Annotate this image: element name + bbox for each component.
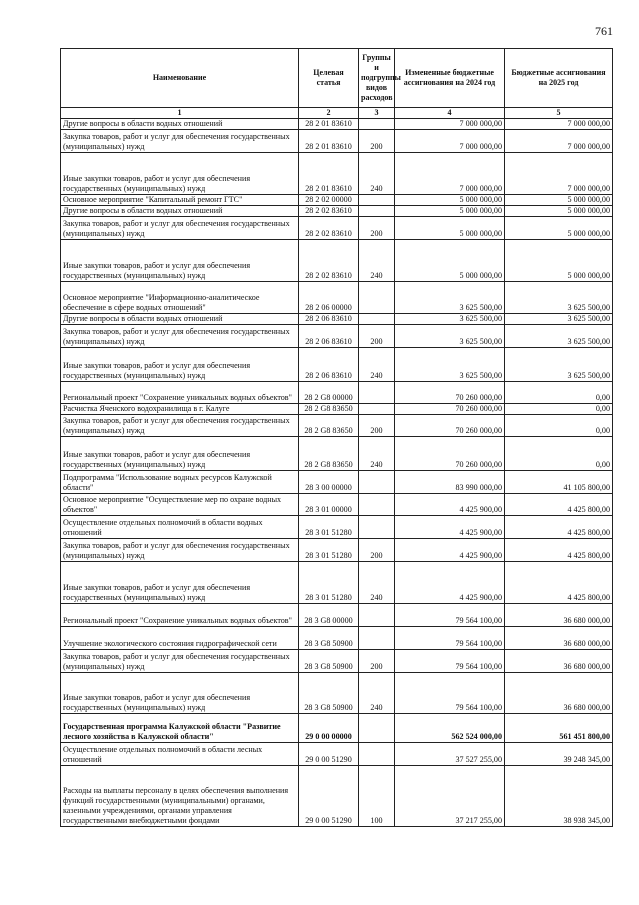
row-name: Расходы на выплаты персоналу в целях обеспечения выполнения функций государственными (муниципальными) органами, казенными учреждениями, органами управления государственными внебюджетными фондами <box>61 766 299 827</box>
row-name: Закупка товаров, работ и услуг для обеспечения государственных (муниципальных) нужд <box>61 325 299 348</box>
row-amount-2025: 561 451 800,00 <box>505 714 613 743</box>
row-amount-2025: 41 105 800,00 <box>505 471 613 494</box>
row-amount-2025: 5 000 000,00 <box>505 240 613 282</box>
row-amount-2024: 7 000 000,00 <box>395 130 505 153</box>
row-expense-group: 100 <box>359 766 395 827</box>
table-row <box>61 217 613 240</box>
table-row <box>61 119 613 130</box>
row-name: Основное мероприятие "Информационно-аналитическое обеспечение в сфере водных отношений" <box>61 282 299 314</box>
row-name: Региональный проект "Сохранение уникальных водных объектов" <box>61 382 299 404</box>
row-name: Осуществление отдельных полномочий в области лесных отношений <box>61 743 299 766</box>
table-row <box>61 437 613 471</box>
page-number: 761 <box>595 24 613 38</box>
header-target: Целевая статья <box>299 49 359 108</box>
row-expense-group: 200 <box>359 217 395 240</box>
row-expense-group <box>359 195 395 206</box>
row-amount-2025: 3 625 500,00 <box>505 325 613 348</box>
row-expense-group <box>359 404 395 415</box>
row-amount-2025: 36 680 000,00 <box>505 627 613 650</box>
row-target-code: 29 0 00 51290 <box>299 743 359 766</box>
row-expense-group <box>359 714 395 743</box>
column-number: 1 <box>61 108 299 119</box>
row-expense-group <box>359 494 395 516</box>
row-target-code: 28 2 G8 00000 <box>299 382 359 404</box>
row-name: Другие вопросы в области водных отношений <box>61 119 299 130</box>
row-amount-2024: 4 425 900,00 <box>395 494 505 516</box>
table-row <box>61 766 613 827</box>
row-expense-group: 240 <box>359 673 395 714</box>
row-amount-2024: 83 990 000,00 <box>395 471 505 494</box>
row-amount-2025: 3 625 500,00 <box>505 314 613 325</box>
row-amount-2024: 79 564 100,00 <box>395 673 505 714</box>
row-amount-2024: 4 425 900,00 <box>395 516 505 539</box>
row-expense-group <box>359 604 395 627</box>
row-amount-2024: 7 000 000,00 <box>395 153 505 195</box>
row-name: Другие вопросы в области водных отношений <box>61 314 299 325</box>
row-target-code: 28 3 G8 50900 <box>299 627 359 650</box>
row-target-code: 28 2 G8 83650 <box>299 404 359 415</box>
row-amount-2025: 0,00 <box>505 404 613 415</box>
header-group: Группы и подгруппы видов расходов <box>359 49 395 108</box>
row-amount-2024: 7 000 000,00 <box>395 119 505 130</box>
row-target-code: 28 2 G8 83650 <box>299 415 359 437</box>
row-target-code: 28 3 00 00000 <box>299 471 359 494</box>
row-expense-group: 240 <box>359 437 395 471</box>
row-name: Иные закупки товаров, работ и услуг для обеспечения государственных (муниципальных) нужд <box>61 562 299 604</box>
table-body <box>61 119 613 827</box>
table-row <box>61 516 613 539</box>
table-row <box>61 195 613 206</box>
column-number-row <box>61 108 613 119</box>
table-row <box>61 314 613 325</box>
row-amount-2025: 0,00 <box>505 437 613 471</box>
row-amount-2025: 36 680 000,00 <box>505 673 613 714</box>
row-amount-2024: 3 625 500,00 <box>395 282 505 314</box>
table-row <box>61 650 613 673</box>
table-row <box>61 153 613 195</box>
row-name: Иные закупки товаров, работ и услуг для обеспечения государственных (муниципальных) нужд <box>61 437 299 471</box>
table-row <box>61 325 613 348</box>
row-expense-group <box>359 282 395 314</box>
row-amount-2025: 36 680 000,00 <box>505 650 613 673</box>
row-name: Осуществление отдельных полномочий в области водных отношений <box>61 516 299 539</box>
row-amount-2024: 70 260 000,00 <box>395 415 505 437</box>
row-name: Иные закупки товаров, работ и услуг для обеспечения государственных (муниципальных) нужд <box>61 153 299 195</box>
row-amount-2024: 3 625 500,00 <box>395 348 505 382</box>
row-name: Основное мероприятие "Капитальный ремонт ГТС" <box>61 195 299 206</box>
row-amount-2024: 79 564 100,00 <box>395 650 505 673</box>
row-target-code: 28 2 G8 83650 <box>299 437 359 471</box>
column-number: 4 <box>395 108 505 119</box>
row-expense-group <box>359 743 395 766</box>
row-expense-group <box>359 382 395 404</box>
row-expense-group <box>359 471 395 494</box>
row-name: Закупка товаров, работ и услуг для обеспечения государственных (муниципальных) нужд <box>61 217 299 240</box>
row-name: Иные закупки товаров, работ и услуг для обеспечения государственных (муниципальных) нужд <box>61 348 299 382</box>
table-row <box>61 714 613 743</box>
table-row <box>61 415 613 437</box>
header-row <box>61 49 613 108</box>
row-amount-2024: 79 564 100,00 <box>395 627 505 650</box>
row-amount-2025: 0,00 <box>505 382 613 404</box>
row-amount-2024: 562 524 000,00 <box>395 714 505 743</box>
row-expense-group: 240 <box>359 348 395 382</box>
table-row <box>61 471 613 494</box>
row-amount-2024: 5 000 000,00 <box>395 206 505 217</box>
table-row <box>61 404 613 415</box>
row-expense-group: 200 <box>359 539 395 562</box>
row-target-code: 28 2 06 00000 <box>299 282 359 314</box>
column-number: 3 <box>359 108 395 119</box>
row-amount-2024: 70 260 000,00 <box>395 382 505 404</box>
row-target-code: 28 2 02 83610 <box>299 206 359 217</box>
row-amount-2025: 3 625 500,00 <box>505 348 613 382</box>
table-row <box>61 494 613 516</box>
row-name: Закупка товаров, работ и услуг для обеспечения государственных (муниципальных) нужд <box>61 539 299 562</box>
row-amount-2024: 3 625 500,00 <box>395 325 505 348</box>
row-expense-group <box>359 516 395 539</box>
table-row <box>61 539 613 562</box>
row-amount-2025: 3 625 500,00 <box>505 282 613 314</box>
row-amount-2025: 0,00 <box>505 415 613 437</box>
table-row <box>61 282 613 314</box>
row-name: Закупка товаров, работ и услуг для обеспечения государственных (муниципальных) нужд <box>61 650 299 673</box>
row-target-code: 28 2 02 83610 <box>299 217 359 240</box>
row-name: Государственная программа Калужской области "Развитие лесного хозяйства в Калужской области" <box>61 714 299 743</box>
header-name: Наименование <box>61 49 299 108</box>
row-name: Подпрограмма "Использование водных ресурсов Калужской области" <box>61 471 299 494</box>
row-expense-group: 200 <box>359 650 395 673</box>
row-target-code: 28 2 01 83610 <box>299 130 359 153</box>
row-target-code: 28 2 06 83610 <box>299 325 359 348</box>
row-expense-group <box>359 314 395 325</box>
row-expense-group <box>359 119 395 130</box>
row-name: Закупка товаров, работ и услуг для обеспечения государственных (муниципальных) нужд <box>61 415 299 437</box>
row-expense-group: 240 <box>359 240 395 282</box>
table-row <box>61 206 613 217</box>
table-row <box>61 240 613 282</box>
row-target-code: 28 3 01 00000 <box>299 494 359 516</box>
table-row <box>61 743 613 766</box>
budget-table <box>60 48 613 827</box>
row-amount-2025: 4 425 800,00 <box>505 494 613 516</box>
row-amount-2024: 37 217 255,00 <box>395 766 505 827</box>
row-amount-2024: 70 260 000,00 <box>395 404 505 415</box>
row-name: Иные закупки товаров, работ и услуг для обеспечения государственных (муниципальных) нужд <box>61 673 299 714</box>
row-expense-group: 240 <box>359 153 395 195</box>
row-amount-2024: 4 425 900,00 <box>395 562 505 604</box>
row-name: Региональный проект "Сохранение уникальных водных объектов" <box>61 604 299 627</box>
row-name: Улучшение экологического состояния гидрографической сети <box>61 627 299 650</box>
row-amount-2024: 3 625 500,00 <box>395 314 505 325</box>
row-expense-group <box>359 627 395 650</box>
row-target-code: 28 3 01 51280 <box>299 539 359 562</box>
row-expense-group: 200 <box>359 415 395 437</box>
row-target-code: 28 2 01 83610 <box>299 119 359 130</box>
row-amount-2025: 36 680 000,00 <box>505 604 613 627</box>
header-2024: Измененные бюджетные ассигнования на 2024 год <box>395 49 505 108</box>
row-amount-2024: 5 000 000,00 <box>395 217 505 240</box>
table-row <box>61 604 613 627</box>
row-amount-2025: 38 938 345,00 <box>505 766 613 827</box>
row-amount-2025: 4 425 800,00 <box>505 539 613 562</box>
row-amount-2025: 39 248 345,00 <box>505 743 613 766</box>
row-amount-2025: 5 000 000,00 <box>505 217 613 240</box>
row-amount-2024: 5 000 000,00 <box>395 240 505 282</box>
row-amount-2025: 5 000 000,00 <box>505 206 613 217</box>
row-amount-2025: 4 425 800,00 <box>505 516 613 539</box>
row-target-code: 29 0 00 51290 <box>299 766 359 827</box>
table-row <box>61 627 613 650</box>
row-expense-group: 200 <box>359 325 395 348</box>
row-target-code: 28 3 01 51280 <box>299 516 359 539</box>
row-name: Основное мероприятие "Осуществление мер по охране водных объектов" <box>61 494 299 516</box>
column-number: 2 <box>299 108 359 119</box>
table-row <box>61 382 613 404</box>
row-name: Расчистка Яченского водохранилища в г. Калуге <box>61 404 299 415</box>
row-amount-2025: 5 000 000,00 <box>505 195 613 206</box>
row-amount-2025: 7 000 000,00 <box>505 130 613 153</box>
row-amount-2024: 70 260 000,00 <box>395 437 505 471</box>
row-target-code: 28 3 01 51280 <box>299 562 359 604</box>
table-row <box>61 130 613 153</box>
row-target-code: 28 2 06 83610 <box>299 314 359 325</box>
row-amount-2024: 37 527 255,00 <box>395 743 505 766</box>
table-row <box>61 673 613 714</box>
table-row <box>61 348 613 382</box>
row-target-code: 28 3 G8 50900 <box>299 673 359 714</box>
row-target-code: 28 2 02 83610 <box>299 240 359 282</box>
row-target-code: 28 2 06 83610 <box>299 348 359 382</box>
row-target-code: 28 2 02 00000 <box>299 195 359 206</box>
table-row <box>61 562 613 604</box>
column-number: 5 <box>505 108 613 119</box>
row-amount-2024: 79 564 100,00 <box>395 604 505 627</box>
row-name: Другие вопросы в области водных отношений <box>61 206 299 217</box>
row-amount-2024: 5 000 000,00 <box>395 195 505 206</box>
row-target-code: 28 3 G8 50900 <box>299 650 359 673</box>
row-target-code: 28 2 01 83610 <box>299 153 359 195</box>
row-expense-group: 240 <box>359 562 395 604</box>
row-name: Закупка товаров, работ и услуг для обеспечения государственных (муниципальных) нужд <box>61 130 299 153</box>
row-amount-2025: 7 000 000,00 <box>505 153 613 195</box>
header-2025: Бюджетные ассигнования на 2025 год <box>505 49 613 108</box>
row-expense-group: 200 <box>359 130 395 153</box>
row-target-code: 28 3 G8 00000 <box>299 604 359 627</box>
row-amount-2024: 4 425 900,00 <box>395 539 505 562</box>
row-amount-2025: 7 000 000,00 <box>505 119 613 130</box>
row-amount-2025: 4 425 800,00 <box>505 562 613 604</box>
row-name: Иные закупки товаров, работ и услуг для обеспечения государственных (муниципальных) нужд <box>61 240 299 282</box>
row-target-code: 29 0 00 00000 <box>299 714 359 743</box>
row-expense-group <box>359 206 395 217</box>
